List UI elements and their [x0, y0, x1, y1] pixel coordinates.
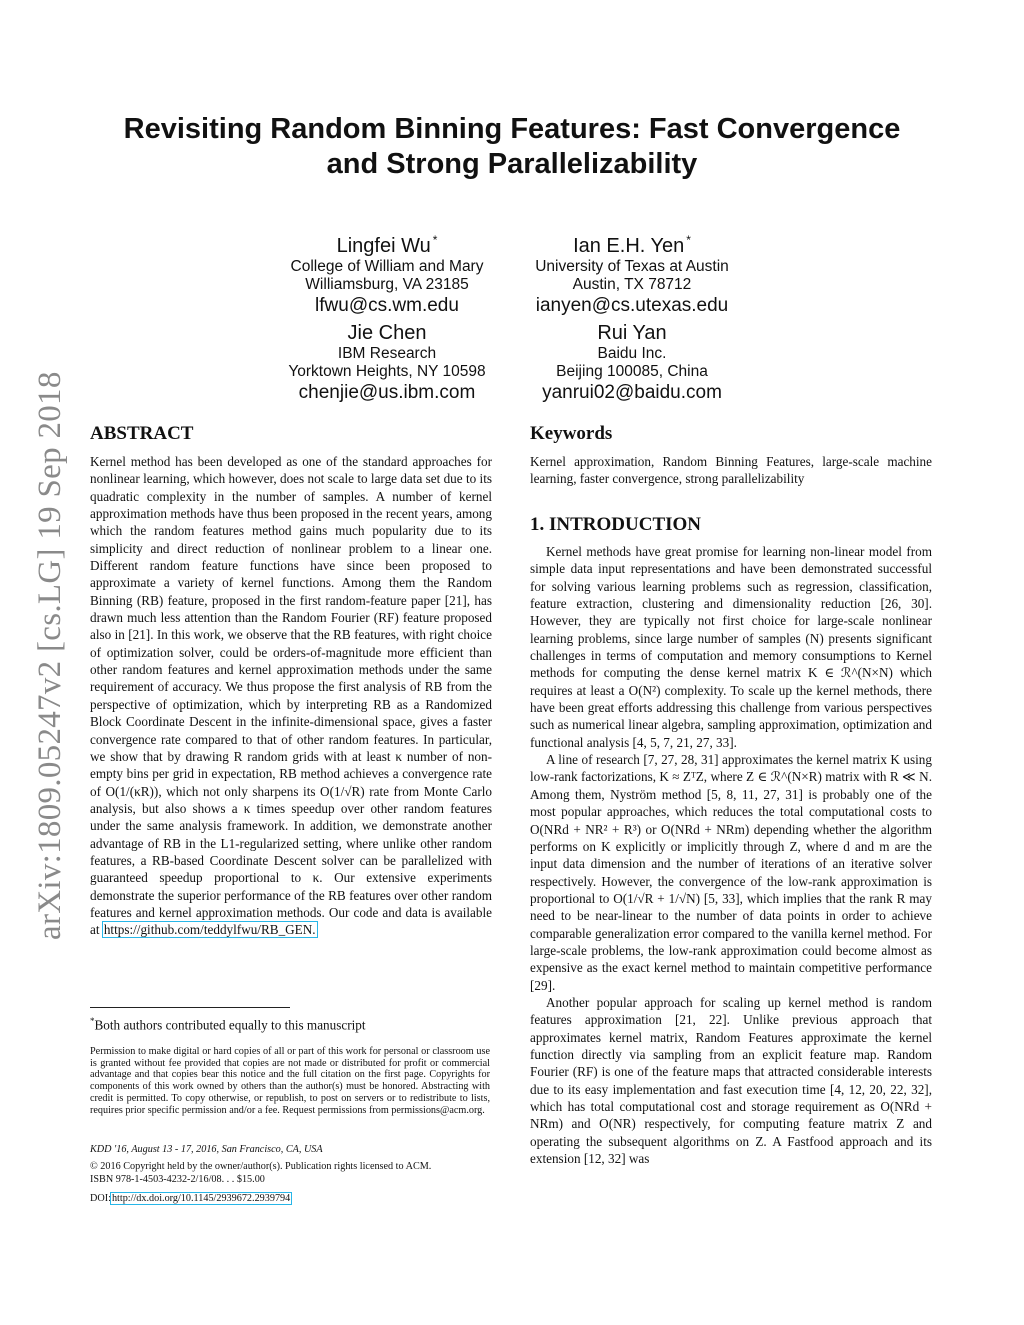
footnote-text: Both authors contributed equally to this manuscript: [94, 1017, 366, 1033]
author-email: chenjie@us.ibm.com: [298, 382, 476, 403]
copyright-text: 2016 Copyright held by the owner/author(s). Publication rights licensed to ACM.: [100, 1161, 432, 1172]
copyright-line: [90, 1161, 490, 1173]
author-email: ianyen@cs.utexas.edu: [535, 295, 729, 316]
author-block-wu: [262, 234, 512, 317]
intro-paragraph-3: Another popular approach for scaling up kernel method is random features approximation [21, 22]. Unlike previous approach that approximates kernel matrix, Random Features approximate the kernel function directly via sampling from an explicit feature map. Random Fourier (RF) is one of the feature maps that attracted considerable interests due to its easy implementation and fast execution time [4, 12, 20, 22, 32], which has total computational cost and storage requirement as O(NRd + NRm) and O(NR) respectively, for computing feature matrix Z and operating the subsequent algorithms on Z. A Fastfood approach and its extension [12, 32] was: [530, 994, 932, 1167]
author-block-chen: [262, 321, 512, 404]
paper-title: [95, 112, 929, 182]
footnote-rule: [90, 1007, 290, 1008]
keywords-heading: Keywords: [530, 423, 613, 444]
abstract-heading: ABSTRACT: [90, 423, 194, 444]
author-name: Rui Yan: [597, 322, 667, 344]
equal-contribution-mark: *: [432, 233, 438, 247]
author-address: Austin, TX 78712: [572, 276, 692, 293]
author-address: Yorktown Heights, NY 10598: [288, 363, 486, 380]
author-email: lfwu@cs.wm.edu: [315, 295, 459, 316]
doi-label: DOI:: [90, 1193, 111, 1204]
author-address: Beijing 100085, China: [556, 363, 708, 380]
introduction-section: [530, 514, 932, 1167]
author-affiliation: University of Texas at Austin: [535, 258, 729, 275]
footnote: [90, 1013, 490, 1033]
keywords-text: Kernel approximation, Random Binning Features, large-scale machine learning, faster convergence, strong parallelizability: [530, 454, 932, 487]
introduction-heading: 1. INTRODUCTION: [530, 514, 702, 535]
footnote-mark: *: [90, 1016, 95, 1026]
intro-paragraph-2: A line of research [7, 27, 28, 31] approximates the kernel matrix K using low-rank factorizations, K ≈ ZᵀZ, where Z ∈ ℛ^(N×R) matrix with R ≪ N. Among them, Nyström method [5, 8, 11, 27, 31] is probably one of the most popular approaches, which reduces the total computational costs to O(NRd + NR² + R³) or O(NRd + NRm) depending whether the algorithm performs on K explicitly or implicitly through Z, where d and m are the input data dimension and the number of iterations of an iterative solver respectively. However, the convergence of the low-rank approximation is proportional to O(1/√R + 1/√N) [5, 33], which implies that the rank R may need to be near-linear to the number of data points in order to achieve comparable generalization error compared to the vanilla kernel method. For large-scale problems, the low-rank approximation could become almost as expensive as the exact kernel method to maintain competitive performance [29].: [530, 752, 932, 993]
title-line-2: and Strong Parallelizability: [326, 148, 698, 180]
code-repository-link[interactable]: https://github.com/teddylfwu/RB_GEN.: [103, 922, 316, 938]
abstract-section: [90, 423, 492, 939]
author-name: Lingfei Wu: [336, 235, 431, 257]
equal-contribution-mark: *: [686, 233, 691, 247]
doi-link[interactable]: http://dx.doi.org/10.1145/2939672.2939794: [111, 1193, 291, 1204]
keywords-section: [530, 423, 932, 488]
permission-notice: Permission to make digital or hard copies of all or part of this work for personal or classroom use is granted without fee provided that copies are not made or distributed for profit or commercial advantage and that copies bear this notice and the full citation on the first page. Copyrights for components of this work owned by others than the author(s) must be honored. Abstracting with credit is permitted. To copy otherwise, or republish, to post on servers or to redistribute to lists, requires prior specific permission and/or a fee. Request permissions from permissions@acm.org.: [90, 1046, 490, 1116]
arxiv-identifier: arXiv:1809.05247v2 [cs.LG] 19 Sep 2018: [32, 371, 68, 940]
author-block-yan: [512, 321, 752, 404]
copyright-symbol: ©: [90, 1161, 98, 1172]
author-affiliation: IBM Research: [337, 345, 437, 362]
author-affiliation: Baidu Inc.: [597, 345, 667, 362]
author-block-yen: [512, 234, 752, 317]
author-affiliation: College of William and Mary: [290, 258, 484, 275]
author-address: Williamsburg, VA 23185: [305, 276, 469, 293]
author-email: yanrui02@baidu.com: [542, 382, 722, 403]
isbn-line: ISBN 978-1-4503-4232-2/16/08. . . $15.00: [90, 1174, 265, 1185]
intro-paragraph-1: Kernel methods have great promise for learning non-linear model from simple data input representations and have been demonstrated successful for solving various learning problems such as regression, classification, feature extraction, clustering and dimensionality reduction [26, 30]. However, they are typically not first choice for large-scale nonlinear learning problems, since large number of samples (N) presents significant challenges in terms of computation and memory consumptions to Kernel methods for computing the dense kernel matrix K ∈ ℛ^(N×N) which requires at least a O(N²) complexity. To scale up the kernel methods, there have been great efforts addressing this challenge from various perspectives such as numerical linear algebra, sampling approximation, optimization and functional analysis [4, 5, 7, 21, 27, 33].: [530, 544, 932, 750]
author-name: Ian E.H. Yen: [573, 235, 685, 257]
title-line-1: Revisiting Random Binning Features: Fast Convergence: [123, 113, 901, 145]
doi-line: [90, 1193, 490, 1205]
conference-info: KDD '16, August 13 - 17, 2016, San Francisco, CA, USA: [90, 1144, 323, 1155]
author-name: Jie Chen: [347, 322, 427, 344]
abstract-text: Kernel method has been developed as one of the standard approaches for nonlinear learning, which however, does not scale to large data set due to its quadratic complexity in the number of samples. A number of kernel approximation methods have thus been proposed in the recent years, among which the random features method gains much popularity due to its simplicity and direct reduction of nonlinear problem to a linear one. Different random feature functions have since been proposed to approximate a variety of kernel functions. Among them the Random Binning (RB) feature, proposed in the first random-feature paper [21], has drawn much less attention than the Random Fourier (RF) feature proposed also in [21]. In this work, we observe that the RB features, with right choice of optimization solver, could be orders-of-magnitude more efficient than other random features and kernel approximation methods under the same requirement of accuracy. We thus propose the first analysis of RB from the perspective of optimization, which by interpreting RB as a Randomized Block Coordinate Descent in the infinite-dimensional space, gives a faster convergence rate compared to that of other random features. In particular, we show that by drawing R random grids with at least κ number of non-empty bins per grid in expectation, RB method achieves a convergence rate of O(1/(κR)), which not only sharpens its O(1/√R) rate from Monte Carlo analysis, but also shows a κ times speedup over other random features under the same analysis framework. In addition, we demonstrate another advantage of RB in the L1-regularized setting, where unlike other random features, a RB-based Coordinate Descent solver can be parallelized with guaranteed speedup proportional to κ. Our extensive experiments demonstrate the superior performance of the RB features over other random features and kernel approximation methods. Our code and data is available at: [90, 454, 492, 938]
